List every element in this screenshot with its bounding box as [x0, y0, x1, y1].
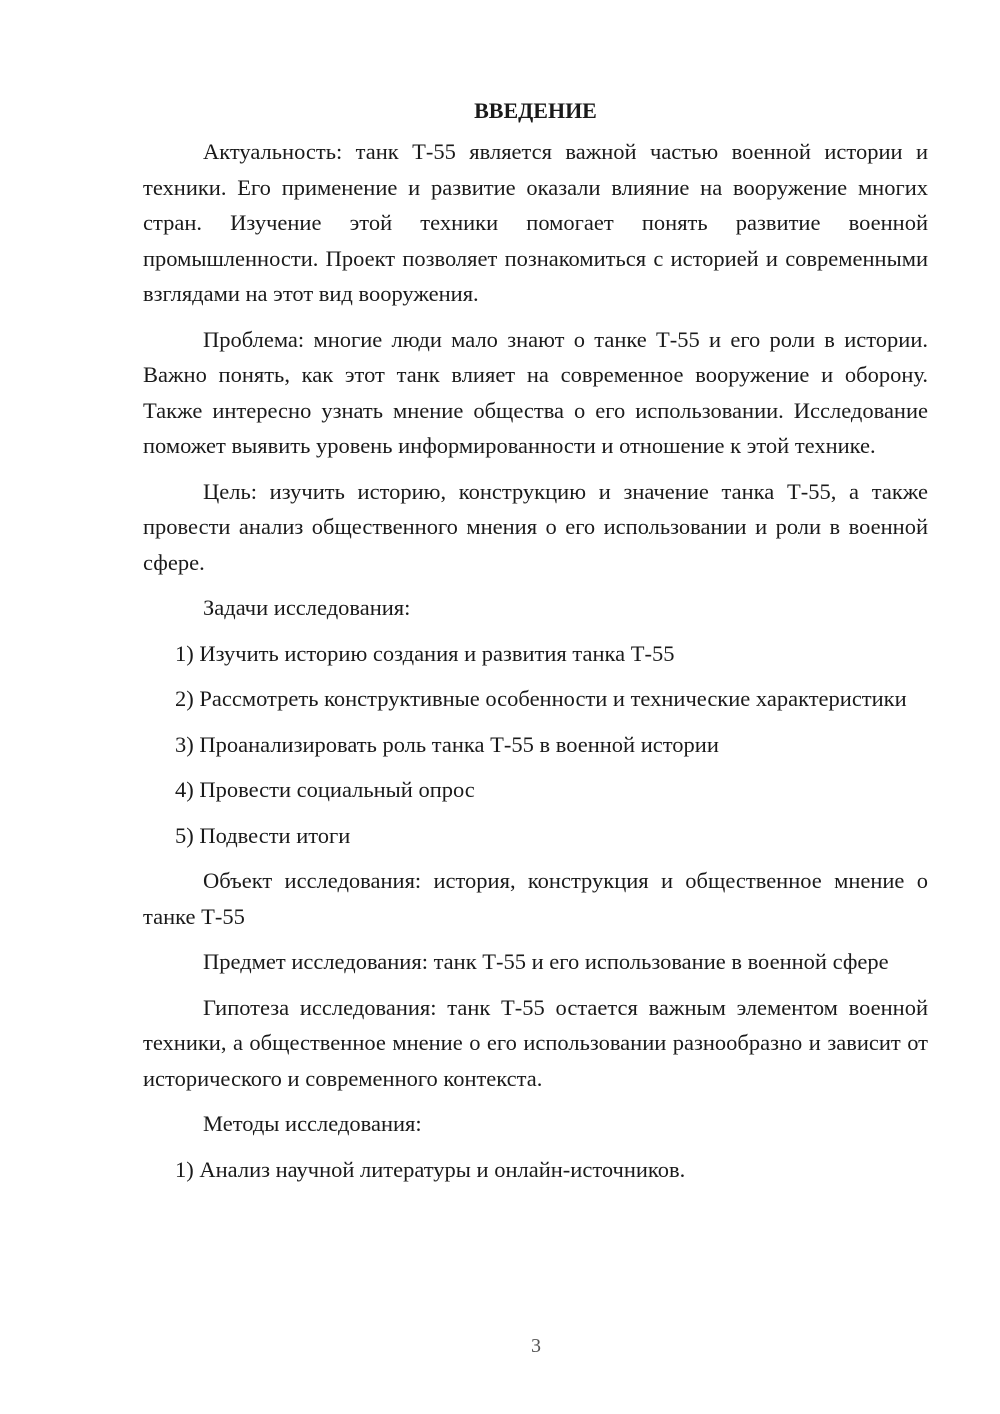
page-number: 3: [531, 1335, 541, 1357]
relevance-paragraph: Актуальность: танк Т-55 является важной частью военной истории и техники. Его применение и развитие оказали влияние на вооружение многих стран. Изучение этой техники помогает понять развитие военной промышленности. Проект позволяет познакомиться с историей и современными взглядами на этот вид вооружения.: [143, 139, 928, 306]
task-item-2: 2) Рассмотреть конструктивные особенности и технические характеристики: [175, 686, 907, 711]
method-item-1: 1) Анализ научной литературы и онлайн-источников.: [175, 1156, 686, 1182]
section-heading: ВВЕДЕНИЕ: [474, 98, 597, 123]
page-body: [143, 96, 928, 1197]
task-item-3: 3) Проанализировать роль танка Т-55 в военной истории: [175, 731, 719, 757]
task-item-4: 4) Провести социальный опрос: [175, 777, 475, 802]
tasks-title: Задачи исследования:: [203, 595, 411, 620]
object-paragraph: Объект исследования: история, конструкция и общественное мнение о танке Т-55: [143, 868, 928, 929]
task-item-1: 1) Изучить историю создания и развития танка Т-55: [175, 640, 675, 666]
goal-paragraph: Цель: изучить историю, конструкцию и значение танка Т-55, а также провести анализ общественного мнения о его использовании и роли в военной сфере.: [143, 478, 928, 575]
problem-paragraph: Проблема: многие люди мало знают о танке Т-55 и его роли в истории. Важно понять, как этот танк влияет на современное вооружение и оборону. Также интересно узнать мнение общества о его использовании. Исследование поможет выявить уровень информированности и отношение к этой технике.: [143, 326, 928, 458]
hypothesis-paragraph: Гипотеза исследования: танк Т-55 остается важным элементом военной техники, а общественное мнение о его использовании разнообразно и зависит от исторического и современного контекста.: [143, 994, 928, 1091]
methods-title: Методы исследования:: [203, 1111, 422, 1136]
task-item-5: 5) Подвести итоги: [175, 822, 351, 848]
subject-paragraph: Предмет исследования: танк Т-55 и его использование в военной сфере: [203, 949, 889, 974]
